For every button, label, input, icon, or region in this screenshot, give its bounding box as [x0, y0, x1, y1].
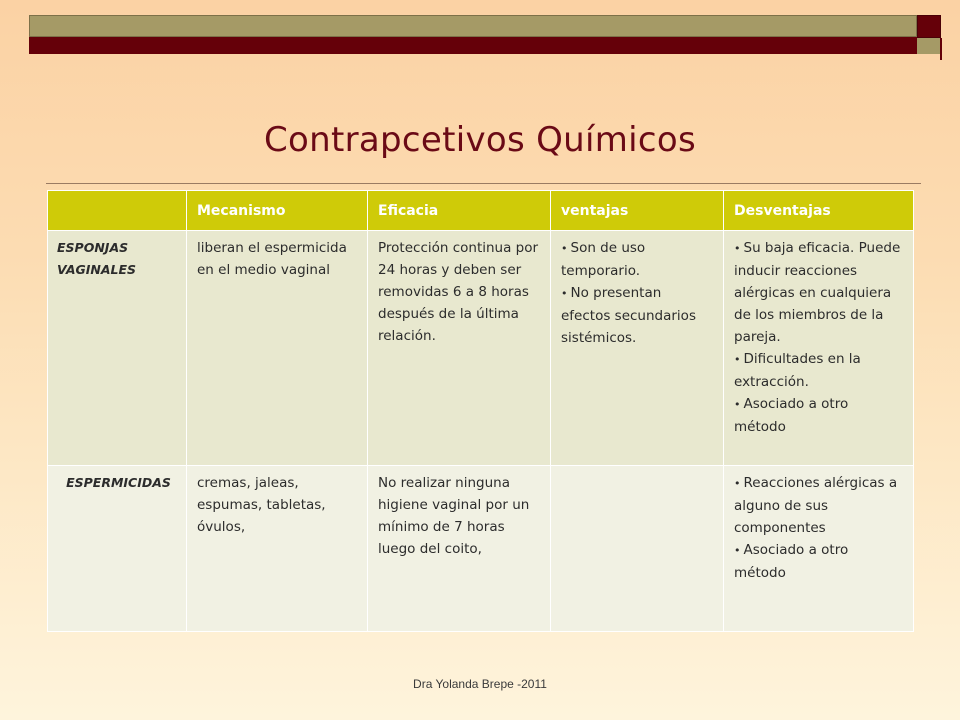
- list-item: • No presentan efectos secundarios sistémicos.: [561, 285, 696, 346]
- list-item: • Asociado a otro método: [734, 396, 849, 435]
- desventajas-list: [734, 472, 904, 584]
- header-desventajas: Desventajas: [724, 191, 914, 231]
- header-mecanismo: Mecanismo: [187, 191, 368, 231]
- header-ventajas: ventajas: [551, 191, 724, 231]
- ventajas-list: [561, 237, 714, 349]
- desventajas-list: [734, 237, 904, 438]
- cell-ventajas: [551, 466, 724, 632]
- cell-desventajas: [724, 466, 914, 632]
- contraceptives-table: [47, 190, 914, 632]
- cell-mecanismo: liberan el espermicida en el medio vaginal: [187, 231, 368, 466]
- row-label-espermicidas: ESPERMICIDAS: [48, 466, 187, 632]
- cell-mecanismo: cremas, jaleas, espumas, tabletas, óvulos,: [187, 466, 368, 632]
- header-eficacia: Eficacia: [368, 191, 551, 231]
- table-row: [48, 231, 914, 466]
- cell-eficacia: No realizar ninguna higiene vaginal por un mínimo de 7 horas luego del coito,: [368, 466, 551, 632]
- list-item: • Reacciones alérgicas a alguno de sus componentes: [734, 475, 898, 536]
- corner-vertical-line: [940, 38, 942, 60]
- header-empty: [48, 191, 187, 231]
- slide-title: Contrapcetivos Químicos: [263, 120, 697, 160]
- row-label-esponjas: ESPONJAS VAGINALES: [48, 231, 187, 466]
- title-divider: [46, 183, 921, 184]
- top-bar-maroon-stripe: [29, 37, 917, 54]
- list-item: • Su baja eficacia. Puede inducir reacciones alérgicas en cualquiera de los miembros de la pareja.: [734, 240, 901, 345]
- corner-square-maroon: [917, 15, 941, 38]
- footer-credit: Dra Yolanda Brepe -2011: [413, 677, 547, 691]
- corner-square-olive: [917, 38, 941, 54]
- top-bar-olive-stripe: [29, 15, 917, 37]
- list-item: • Dificultades en la extracción.: [734, 351, 861, 390]
- table-header-row: [48, 191, 914, 231]
- cell-eficacia: Protección continua por 24 horas y deben ser removidas 6 a 8 horas después de la última relación.: [368, 231, 551, 466]
- list-item: • Son de uso temporario.: [561, 240, 646, 279]
- cell-desventajas: [724, 231, 914, 466]
- list-item: • Asociado a otro método: [734, 542, 849, 581]
- cell-ventajas: [551, 231, 724, 466]
- top-decorative-bar: [29, 15, 917, 53]
- table-row: [48, 466, 914, 632]
